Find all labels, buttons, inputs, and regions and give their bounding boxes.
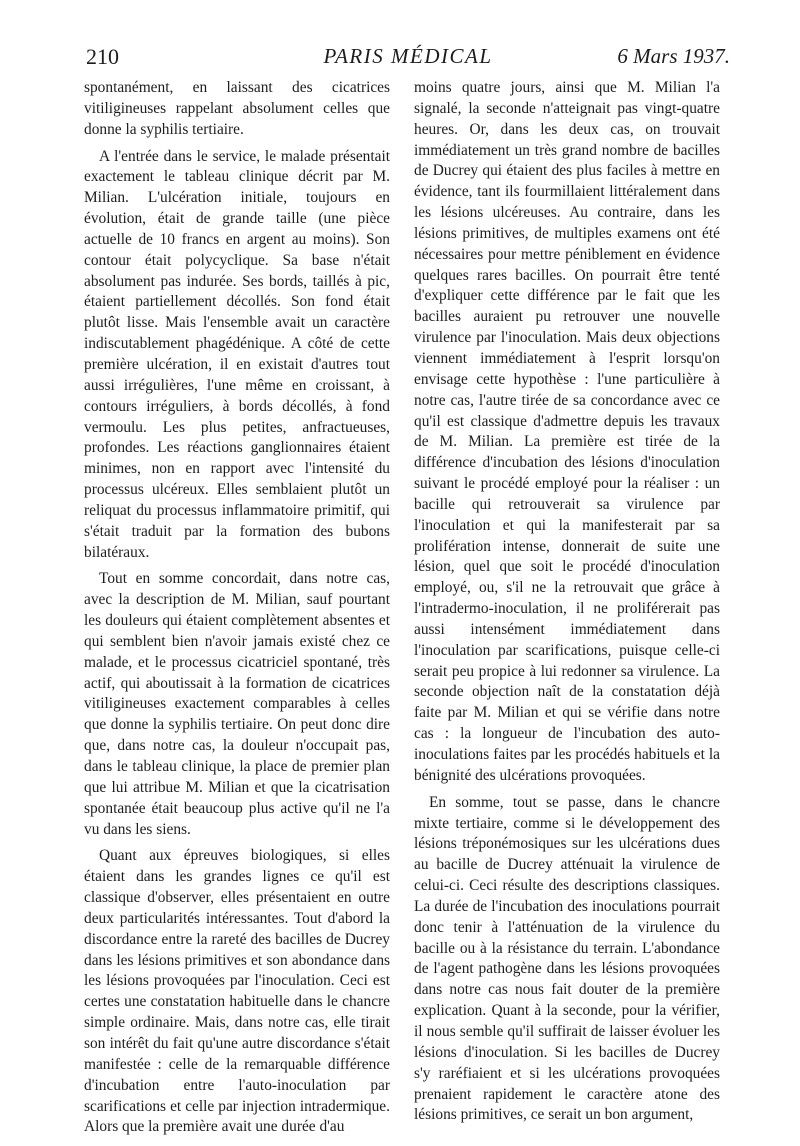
paragraph: Tout en somme concordait, dans notre cas, avec la description de M. Milian, sauf pourtant les douleurs qui étaient complètement absentes et qui semblent bien n'avoir jamais existé chez ce malade, et le processus cicatriciel spontané, très actif, qui aboutissait à la formation de cicatrices vitiligineuses exactement comparables à celles que donne la syphilis tertiaire. On peut donc dire que, dans notre cas, la douleur n'occupait pas, dans le tableau clinique, la place de premier plan que lui attribue M. Milian et que la cicatrisation spontanée était beaucoup plus active qu'il ne l'a vu dans les siens. — [84, 570, 390, 838]
page-header — [86, 44, 730, 74]
page-number: 210 — [86, 44, 119, 69]
paragraph: moins quatre jours, ainsi que M. Milian l'a signalé, la seconde n'atteignait pas vingt-quatre heures. Or, dans les deux cas, on trouvait immédiatement un très grand nombre de bacilles de Ducrey qui étaient des plus faciles à mettre en évidence, tant ils fourmillaient littéralement dans les lésions ulcéreuses. Au contraire, dans les lésions primitives, de multiples examens ont été nécessaires pour mettre péniblement en évidence quelques rares bacilles. On pourrait être tenté d'expliquer cette différence par le fait que les bacilles auraient pu retrouver une nouvelle virulence par l'inoculation. Mais deux objections viennent immédiatement à l'esprit lorsqu'on envisage cette hypothèse : l'une particulière à notre cas, l'autre tirée de sa concordance avec ce qu'il est classique d'admettre depuis les travaux de M. Milian. La première est tirée de la différence d'incubation des lésions d'inoculation suivant le procédé employé pour la réaliser : un bacille qui retrouverait sa virulence par l'inoculation et qui la manifesterait par sa prolifération intense, donnerait de suite une lésion, quel que soit le procédé d'inoculation employé, ou, s'il ne la retrouvait que grâce à l'intradermo-inoculation, il ne proliférerait pas aussi intensément immédiatement dans l'inoculation par scarifications, puisque celle-ci serait peu propice à lui redonner sa virulence. La seconde objection naît de la constatation déjà faite par M. Milian et qui se vérifie dans notre cas : la longueur de l'incubation des auto-inoculations faites par les procédés habituels et la bénignité des ulcérations provoquées. — [414, 79, 720, 784]
paragraph: En somme, tout se passe, dans le chancre mixte tertiaire, comme si le développement des lésions tréponémosiques sur les ulcérations dues au bacille de Ducrey atténuait la virulence de celui-ci. Ceci résulte des descriptions classiques. La durée de l'incubation des inoculations pourrait donc tenir à l'atténuation de la virulence du bacille ou à la résistance du terrain. L'abondance de l'agent pathogène dans les lésions provoquées dans notre cas nous fait douter de la première explication. Quant à la seconde, pour la vérifier, il nous semble qu'il suffirait de laisser évoluer les lésions d'inoculation. Si les bacilles de Ducrey s'y raréfiaient et si les ulcérations provoquées prenaient rapidement le caractère atone des lésions primitives, ce serait un bon argument, — [414, 793, 720, 1124]
paragraph: spontanément, en laissant des cicatrices vitiligineuses rappelant absolument celles que donne la syphilis tertiaire. — [84, 79, 390, 138]
paragraph: A l'entrée dans le service, le malade présentait exactement le tableau clinique décrit par M. Milian. L'ulcération initiale, toujours en évolution, était de grande taille (une pièce actuelle de 10 francs en argent au moins). Son contour était polycyclique. Sa base n'était absolument pas indurée. Ses bords, taillés à pic, étaient partiellement décollés. Son fond était plutôt lisse. Mais l'ensemble avait un caractère indiscutablement phagédénique. A côté de cette première ulcération, il en existait d'autres tout aussi irrégulières, l'une même en croissant, à contours irréguliers, à bords décollés, à fond vermoulu. Les plus petites, anfractueuses, profondes. Les réactions ganglionnaires étaient minimes, non en rapport avec l'intensité du processus ulcéreux. Elles semblaient plutôt un reliquat du processus inflammatoire primitif, qui s'était traduit par la formation des bubons bilatéraux. — [84, 147, 390, 561]
left-column — [84, 78, 390, 1138]
paragraph: Quant aux épreuves biologiques, si elles étaient dans les grandes lignes ce qu'il est classique d'observer, elles présentaient en outre deux particularités intéressantes. Tout d'abord la discordance entre la rareté des bacilles de Ducrey dans les lésions primitives et son abondance dans les lésions provoquées par l'inoculation. Ceci est certes une constatation habituelle dans le chancre simple ordinaire. Mais, dans notre cas, elle tirait son intérêt du fait qu'une autre discordance s'était manifestée : celle de la remarquable différence d'incubation entre l'auto-inoculation par scarifications et celle par injection intradermique. Alors que la première avait une durée d'au — [84, 847, 390, 1136]
issue-date: 6 Mars 1937. — [617, 44, 730, 68]
journal-title: PARIS MÉDICAL — [323, 44, 493, 68]
right-column — [414, 78, 720, 1126]
